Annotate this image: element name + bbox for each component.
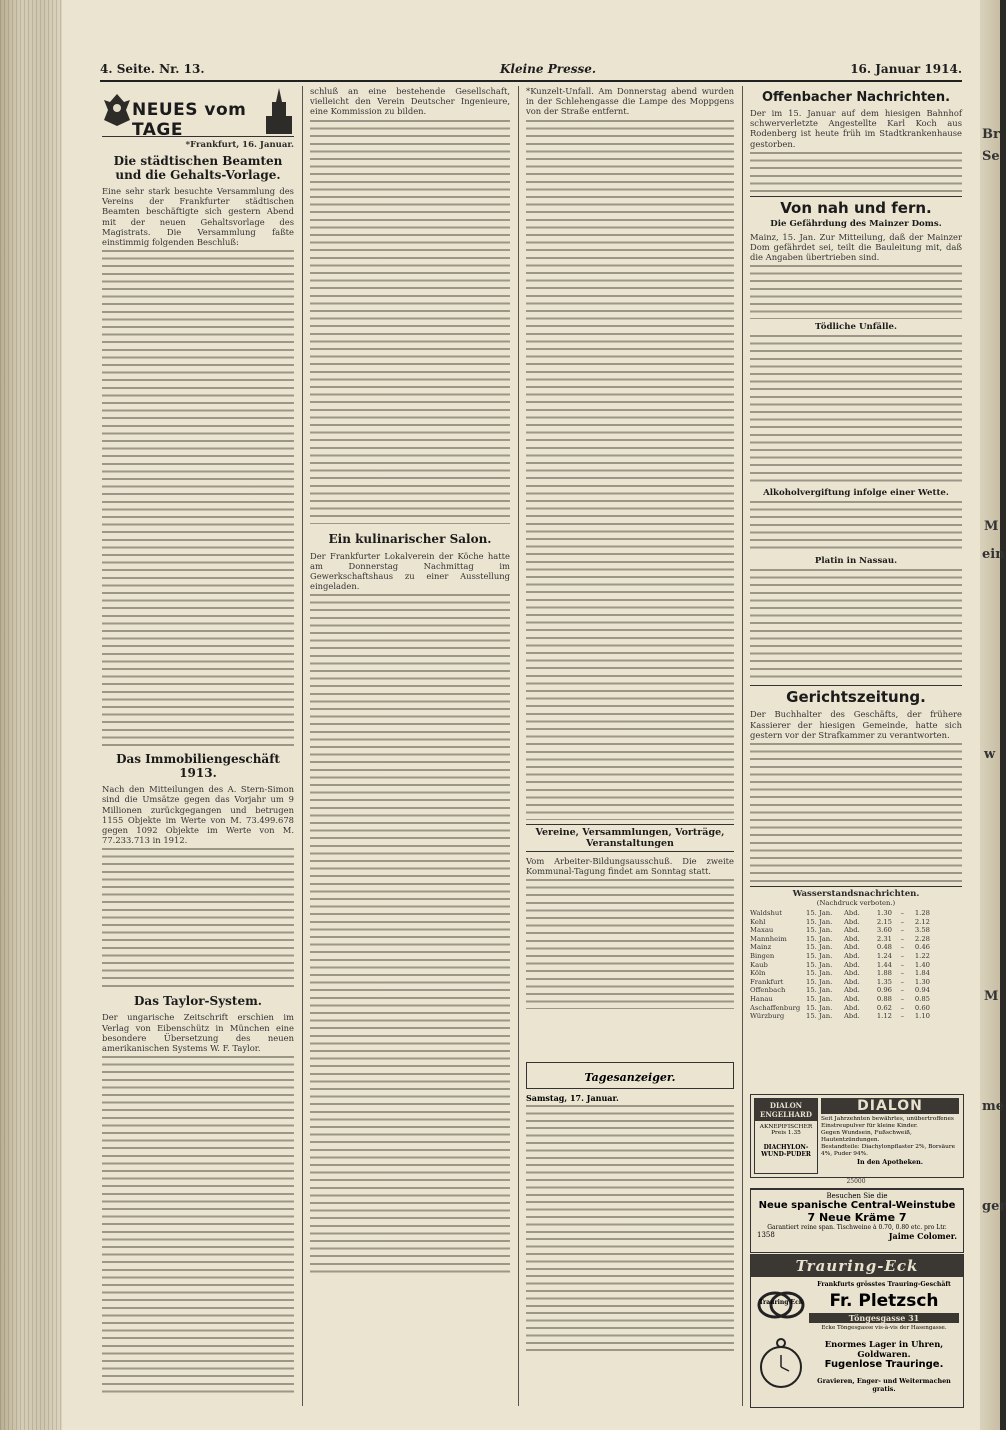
water-cell: – [900,1012,904,1021]
water-cell: 2.31 [876,934,892,943]
wine-code: 1358 [757,1231,775,1239]
paper-name: Kleine Presse. [500,62,597,76]
article-body-dom [750,265,962,319]
trauring-grav: Gravieren, Enger- und Weitermachen gratis. [817,1377,951,1393]
water-cell: 3.60 [876,926,892,935]
water-cell: – [900,952,904,960]
water-cell: – [900,917,904,926]
water-cell: – [900,909,904,918]
headline-taylor: Das Taylor-System. [134,994,262,1009]
tagesanzeiger-listing [526,1105,734,1355]
wine-owner: Jaime Colomer. [888,1231,957,1241]
water-cell: Aschaffenburg [750,1003,801,1012]
article-intro: Mainz, 15. Jan. Zur Mitteilung, daß der Mainzer Dom gefährdet sei, teilt die Bauleitung mit, daß die Angaben übertrieben sind. [750,231,962,263]
article-body-unfaelle [750,335,962,485]
ring-logo-icon [755,1281,807,1327]
subhead-platin: Platin in Nassau. [814,556,898,567]
water-cell: – [900,1003,904,1012]
headline-gericht: Gerichtszeitung. [750,685,962,706]
wine-title: Neue spanische Central-Weinstube [758,1200,956,1211]
water-cell: 1.30 [876,909,892,918]
water-cell: Maxau [750,926,774,935]
water-cell: 15. Jan. [806,986,833,995]
water-cell: Abd. [844,994,860,1003]
wine-pre: Besuchen Sie die [826,1192,888,1200]
headline-immobilien: Das Immobiliengeschäft 1913. [116,752,280,781]
water-cell: Abd. [844,1003,860,1012]
dialon-text-2: Gegen Wundsein, Fußschweiß, Hautentzündungen. [821,1130,912,1143]
water-cell: – [900,926,904,935]
water-cell: Kaub [750,960,768,969]
water-cell: 0.62 [876,1003,892,1012]
water-cell: Offenbach [750,986,786,995]
trauring-street: Töngesgasse 31 [809,1313,959,1323]
water-cell: 0.88 [876,994,892,1003]
water-cell: 1.84 [914,969,930,978]
logo-title: NEUES vom TAGE [132,100,247,140]
water-cell: 0.60 [914,1003,930,1012]
dialon-title: DIALON [821,1098,959,1114]
edge-mark: M [984,519,999,534]
water-cell: Abd. [844,952,860,960]
water-cell: 0.46 [914,943,930,952]
dialon-text-3: Bestandteile: Diachylonpflaster 2%, Borsäure 4%, Puder 94%. [821,1144,956,1157]
article-body-vereine [526,879,734,1009]
edge-mark: ger [982,1199,1006,1214]
water-cell: 15. Jan. [806,1012,833,1021]
article-intro: Der ungarische Zeitschrift erschien im Verlag von Eibenschütz in München eine besondere Übersetzung des neuen amerikanischen Systems W. F. Taylor. [102,1012,294,1054]
water-cell: Frankfurt [750,977,784,986]
water-cell: – [900,986,904,995]
headline-vereine: Vereine, Versammlungen, Vorträge, Veranstaltungen [535,826,725,849]
water-cell: 2.12 [914,917,930,926]
headline-offenbach: Offenbacher Nachrichten. [761,90,951,105]
water-cell: 15. Jan. [806,909,833,918]
water-cell: – [900,960,904,969]
water-cell: – [900,977,904,986]
water-cell: Hanau [750,994,773,1003]
tagesanzeiger-header [526,1062,734,1089]
trauring-name: Fr. Pletzsch [829,1291,939,1311]
column-4 [750,86,962,1021]
masthead [100,58,962,82]
trauring-fugen: Fugenlose Trauringe. [824,1359,944,1370]
trauring-title: Trauring-Eck [751,1255,963,1277]
article-intro: *Kunzelt-Unfall. Am Donnerstag abend wurden in der Schlehengasse die Lampe des Moppgens von der Straße entfernt. [526,86,734,117]
water-row [750,978,962,987]
tagesanzeiger-box [526,1062,734,1355]
article-intro: schluß an eine bestehende Gesellschaft, vielleicht den Verein Deutscher Ingenieure, eine Kommission zu bilden. [310,86,510,117]
water-row [750,926,962,935]
article-intro: Nach den Mitteilungen des A. Stern-Simon sind die Umsätze gegen das Vorjahr um 9 Millionen zurückgegangen und betrugen 1155 Objekte im Werte von M. 73.499.678 gegen 1092 Objekte im Werte von M. 77.233.713 in 1912. [102,784,294,846]
column-3 [526,86,734,1009]
article-intro: Eine sehr stark besuchte Versammlung des Vereins der Frankfurter städtischen Beamten beschäftigte sich gestern Abend mit der neuen Gehaltsvorlage des Magistrats. Die Versammlung faßte einstimmig folgenden Beschluß: [102,186,294,248]
trauring-sub: Frankfurts grösstes Trauring-Geschäft [817,1281,951,1288]
article-body-offenbach [750,152,962,192]
water-cell: Würzburg [750,1012,785,1021]
article-body-platin [750,569,962,681]
water-cell: 1.44 [876,960,892,969]
dialon-code: 25000 [846,1178,866,1185]
weinstube-ad [750,1188,964,1253]
column-rule [302,86,303,1406]
water-cell: 0.96 [876,986,892,995]
edge-mark: w [984,747,996,762]
water-cell: 15. Jan. [806,960,833,969]
water-subheading: (Nachdruck verboten.) [816,899,896,908]
subhead-unfaelle: Tödliche Unfälle. [815,322,897,333]
water-cell: Mainz [750,943,772,952]
tagesanzeiger-title: Tagesanzeiger. [584,1071,676,1084]
trauring-corner: Ecke Töngesgasse vis-à-vis der Hasengasse. [821,1325,947,1331]
water-cell: Abd. [844,969,860,978]
water-cell: 1.30 [914,977,930,986]
article-body-lokales [526,120,734,820]
water-row [750,952,962,961]
water-cell: 15. Jan. [806,969,833,978]
water-cell: 0.94 [914,986,930,995]
trauring-lager: Enormes Lager in Uhren, Goldwaren. [824,1339,944,1359]
water-cell: 0.48 [876,943,892,952]
water-level-section [750,886,962,1021]
article-body-taylor [102,1056,294,1396]
water-cell: – [900,994,904,1003]
water-row [750,969,962,978]
dialon-package-bottom: DIACHYLON-WUND-PUDER [761,1144,811,1158]
water-row [750,986,962,995]
edge-mark: Br [982,127,1000,142]
dialon-package [754,1098,818,1174]
water-cell: Abd. [844,986,860,995]
water-cell: 15. Jan. [806,917,833,926]
water-cell: 0.85 [914,994,930,1003]
water-cell: 1.35 [876,977,892,986]
water-cell: 15. Jan. [806,977,833,986]
water-cell: 1.28 [914,909,930,918]
dateline: *Frankfurt, 16. Januar. [185,140,294,150]
column-1 [102,86,294,1396]
water-cell: – [900,969,904,978]
water-cell: Mannheim [750,934,787,943]
edge-mark: M [984,989,999,1004]
water-cell: 15. Jan. [806,934,833,943]
column-rule [518,86,519,1406]
subhead-dom: Die Gefährdung des Mainzer Doms. [770,218,942,229]
article-body-gericht [750,743,962,883]
dialon-text-1: Seit Jahrzehnten bewährtes, unübertroffenes Einstreupulver für kleine Kinder. [821,1116,954,1129]
water-level-table [750,909,962,1021]
water-cell: Abd. [844,909,860,918]
wine-address: 7 Neue Kräme 7 [807,1211,907,1224]
article-intro: Vom Arbeiter-Bildungsausschuß. Die zweite Kommunal-Tagung findet am Sonntag statt. [526,855,734,876]
water-cell: Kehl [750,917,766,926]
subhead-alkohol: Alkoholvergiftung infolge einer Wette. [763,488,949,499]
article-body-immobilien [102,848,294,988]
cathedral-icon [264,88,294,134]
water-cell: Abd. [844,926,860,935]
headline-nah-fern: Von nah und fern. [750,196,962,217]
ring-logo-text: Trauring Eck [759,1299,803,1306]
water-row [750,918,962,927]
water-cell: 1.24 [876,952,892,960]
water-row [750,961,962,970]
issue-date: 16. Januar 1914. [850,62,962,76]
trauring-ad [750,1254,964,1408]
water-cell: 1.10 [914,1012,930,1021]
water-cell: Köln [750,969,766,978]
water-cell: 15. Jan. [806,926,833,935]
edge-mark: ein [982,547,1005,562]
column-rule [742,86,743,1406]
water-row [750,995,962,1004]
article-intro: Der Frankfurter Lokalverein der Köche hatte am Donnerstag Nachmittag im Gewerkschaftshaus zu einer Ausstellung eingeladen. [310,550,510,592]
article-body-salon [310,594,510,1274]
article-body-beamten [102,250,294,746]
water-cell: 3.58 [914,926,930,935]
water-cell: 15. Jan. [806,952,833,960]
water-cell: Abd. [844,943,860,952]
dialon-ad [750,1094,964,1178]
water-row [750,935,962,944]
water-cell: 1.22 [914,952,930,960]
neues-vom-tage-logo [102,86,294,140]
article-intro: Der Buchhalter des Geschäfts, der frühere Kassierer der hiesigen Gemeinde, hatte sich gestern vor der Strafkammer zu verantworten. [750,709,962,740]
eagle-crest-icon [102,92,132,128]
headline-beamten: Die städtischen Beamten und die Gehalts-Vorlage. [113,154,283,182]
water-cell: 1.88 [876,969,892,978]
article-body-alkohol [750,501,962,553]
dialon-package-text: AKNEPIFISCHER Preis 1.35 [759,1124,813,1136]
water-cell: 2.15 [876,917,892,926]
water-cell: Abd. [844,960,860,969]
dialon-brand: DIALON ENGELHARD [755,1099,817,1121]
water-row [750,1012,962,1021]
water-cell: 1.12 [876,1012,892,1021]
water-row [750,909,962,918]
water-cell: 1.40 [914,960,930,969]
water-heading: Wasserstandsnachrichten. [792,889,920,900]
edge-mark: Se [982,149,1000,164]
water-row [750,1004,962,1013]
column-2 [310,86,510,1274]
article-body-taylor-cont [310,120,510,524]
water-cell: Waldshut [750,909,782,918]
wine-line: Garantiert reine span. Tischweine à 0.70, 0.80 etc. pro Ltr. [767,1224,947,1231]
article-intro: Der im 15. Januar auf dem hiesigen Bahnhof schwerverletzte Angestellte Karl Koch aus Rodenberg ist heute früh im Stadtkrankenhause gestorben. [750,108,962,149]
water-cell: 15. Jan. [806,943,833,952]
water-cell: Bingen [750,952,775,960]
adjacent-page-edge [980,0,1006,1430]
water-cell: Abd. [844,977,860,986]
water-cell: Abd. [844,934,860,943]
water-cell: 15. Jan. [806,1003,833,1012]
edge-mark: me [982,1099,1005,1114]
water-cell: Abd. [844,917,860,926]
page-label: 4. Seite. Nr. 13. [100,62,205,76]
water-row [750,943,962,952]
water-cell: Abd. [844,1012,860,1021]
water-cell: – [900,934,904,943]
pocket-watch-icon [755,1333,807,1393]
book-binding-edge [0,0,62,1430]
dialon-text-4: In den Apotheken. [857,1158,923,1166]
water-cell: 2.28 [914,934,930,943]
headline-salon: Ein kulinarischer Salon. [328,531,492,546]
tagesanzeiger-date: Samstag, 17. Januar. [526,1093,619,1103]
water-cell: 15. Jan. [806,994,833,1003]
water-cell: – [900,943,904,952]
